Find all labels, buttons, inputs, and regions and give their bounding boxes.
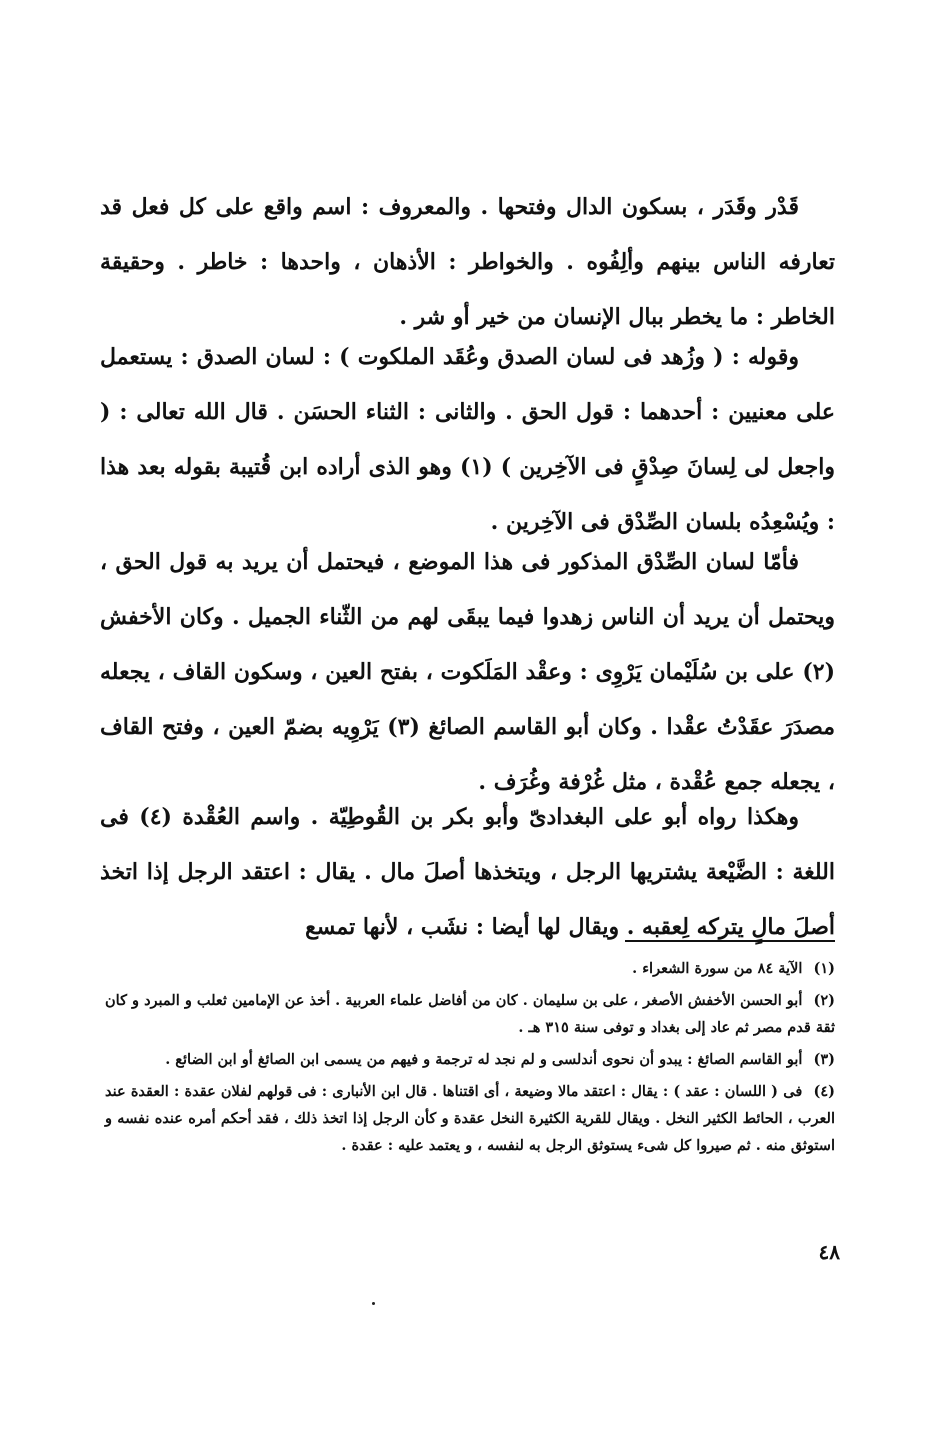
print-speck <box>372 1302 375 1305</box>
footnote <box>105 955 835 982</box>
paragraph-text: فأمّا لسان الصِّدْق المذكور فى هذا الموضع ، فيحتمل أن يريد به قول الحق ، ويحتمل أن يريد أن الناس زهدوا فيما يبقَى لهم من الثّناء الجميل . وكان الأخفش (٢) على بن سُلَيْمان يَرْوِى : وعقْد المَلَكوت ، بفتح العين ، وسكون القاف ، يجعله مصدَرَ عقَدْتُ عقْدا . وكان أبو القاسم الصائغ (٣) يَرْوِيه بضمّ العين ، وفتح القاف ، يجعله جمع عُقْدة ، مثل غُرْفة وغُرَف . <box>100 549 836 795</box>
footnotes-section <box>105 955 835 1164</box>
paragraph-text: قَدْر وقَدَر ، بسكون الدال وفتحها . والمعروف : اسم واقع على كل فعل قد تعارفه الناس بينهم وألِفُوه . والخواطر : الأذهان ، واحدها : خاطر . وحقيقة الخاطر : ما يخطر ببال الإنسان من خير أو شر . <box>100 194 835 330</box>
footnote-text: أبو الحسن الأخفش الأصغر ، على بن سليمان . كان من أفاضل علماء العربية . أخذ عن الإمامين ثعلب و المبرد و كان ثقة قدم مصر ثم عاد إلى بغداد و توفى سنة ٣١٥ هـ . <box>105 992 835 1036</box>
footnote-text: أبو القاسم الصائغ : يبدو أن نحوى أندلسى و لم نجد له ترجمة و فيهم من يسمى ابن الصائغ أو ابن الضائع . <box>165 1051 803 1068</box>
footnote <box>105 987 835 1041</box>
page-number: ٤٨ <box>818 1240 840 1264</box>
main-text-paragraph <box>100 535 835 810</box>
footnote-number: (٣) <box>813 1051 835 1068</box>
footnote-number: (١) <box>813 960 835 977</box>
main-text-paragraph <box>100 180 835 345</box>
footnote <box>105 1046 835 1073</box>
footnote-number: (٢) <box>813 992 835 1009</box>
footnote-text: الآية ٨٤ من سورة الشعراء . <box>632 960 803 977</box>
paragraph-text: وقوله : ( وزُهد فى لسان الصدق وعُقَد الملكوت ) : لسان الصدق : يستعمل على معنيين : أحدهما : قول الحق . والثانى : الثناء الحسَن . قال الله تعالى : ( واجعل لى لِسانَ صِدْقٍ فى الآخِرين ) (١) وهو الذى أراده ابن قُتيبة بقوله بعد هذا : ويُسْعِدُه بلسان الصِّدْق فى الآخِرين . <box>100 344 835 535</box>
main-text-paragraph <box>100 330 835 550</box>
footnote-number: (٤) <box>813 1083 835 1100</box>
footnote-text: فى ( اللسان : عقد ) : يقال : اعتقد مالا وضيعة ، أى اقتناها . قال ابن الأنبارى : فى قولهم لفلان عقدة : العقدة عند العرب ، الحائط الكثير النخل . ويقال للقرية الكثيرة النخل عقدة و كأن الرجل إذا اتخذ ذلك ، فقد أحكم أمره عنده نفسه و استوثق منه . ثم صيروا كل شىء يستوثق الرجل به لنفسه ، و يعتمد عليه : عقدة . <box>105 1083 835 1154</box>
footnote-separator <box>625 940 835 942</box>
footnote <box>105 1078 835 1159</box>
main-text-paragraph <box>100 790 835 955</box>
paragraph-text: وهكذا رواه أبو على البغدادىّ وأبو بكر بن القُوطِيّة . واسم العُقْدة (٤) فى اللغة : الضَّيْعة يشتريها الرجل ، ويتخذها أصلَ مال . يقال : اعتقد الرجل إذا اتخذ أصلَ مالٍ يتركه لِعقبه . ويقال لها أيضا : نشَب ، لأنها تمسع <box>100 804 835 940</box>
